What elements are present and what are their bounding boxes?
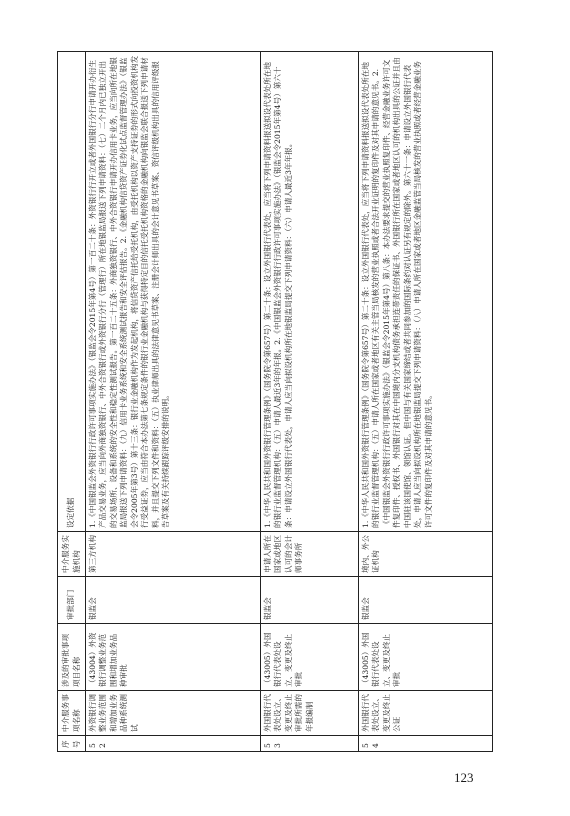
- cell-agency: 第三方机构: [86, 532, 261, 577]
- header-item: 中介服务事项名称: [58, 691, 86, 736]
- cell-dept: 银监会: [359, 577, 493, 624]
- cell-item: 外国银行代表处设立、变更及终止公证: [359, 691, 493, 736]
- cell-dept: 银监会: [261, 577, 359, 624]
- cell-approval: （43004）外资银行调整业务范围和增加业务品种审批: [86, 624, 261, 691]
- cell-no: 53: [261, 736, 359, 752]
- cell-approval: （43005）外国银行代表处设立、变更及终止审批: [261, 624, 359, 691]
- cell-item: 外国银行代表处设立、变更及终止审批所需的年报编制: [261, 691, 359, 736]
- cell-approval: （43005）外国银行代表处设立、变更及终止审批: [359, 624, 493, 691]
- table-row: [359, 52, 493, 752]
- table-header-row: [58, 52, 86, 752]
- header-agency: 中介服务实施机构: [58, 532, 86, 577]
- table-row: [261, 52, 359, 752]
- header-dept: 审批部门: [58, 577, 86, 624]
- cell-law: 1.《中华人民共和国外资银行管理条例》（国务院令第657号）第二十条：设立外国银行代表处，应当将下列申请资料报送拟设代表处所在地的银行业监督管理机构：（五）申请人所在国家或者地区有关主管当局核发的营业执照或者合法开业证明的复印件及对其申请的意见书。2.《中国银监会外资银行行政许可事项实施办法》（银监会令2015年第4号）第八条：本办法要求提交的营业执照复印件、经营金融业务许可文件复印件、授权书、外国银行对其在中国境内分支机构债务承担连带责任的保证书、外国银行所在国家或者地区认可的机构出具的公证并且由中国驻该国使馆、领馆认证。但中国与有关国家缔结或者共同参加的国际条约对认证另有规定的除外。第六十一条：申请设立外国银行代表处，申请人应当向拟设机构所在地银监局提交下列申请资料：（八）申请人所在国家或者地区金融监管当局核发的营业执照或者经营金融业务许可文件的复印件及对其申请的意见书。: [359, 52, 493, 532]
- header-no: 序号: [58, 736, 86, 752]
- cell-agency: 境内、外公证机构: [359, 532, 493, 577]
- table-row: [86, 52, 261, 752]
- cell-no: 54: [359, 736, 493, 752]
- regulation-table: [57, 51, 493, 752]
- page-number: 123: [454, 770, 474, 785]
- cell-law: 1.《中国银监会外资银行行政许可事项实施办法》（银监会令2015年第4号）第一百二十条：外资银行行开立或者外国银行分行申请开办衍生产品交易业务，应当向外商独资银行、中外合资银行或外资银行分行（管理行）所在地银监局报送下列申请资料：（七）二个月内已独立开出的交易场所、设备和系统的安全性和稳定性测试报告。第一百二十五条：外商独资银行、中外合资银行申请开办信用卡业务，应当向所在地银监局报送下列申请资料：（九）信用卡业务系统和安全系统测试报告和安全评估报告。2.《金融机构信贷资产证券化试点监督管理办法》（银监会令2005年第3号）第十三条：银行业金融机构作为发起机构，将信贷资产信托给受托机构，由受托机构以资产支持证券的形式向投资机构发行受益证券，应当由符合本办法第七条规定条件的银行业金融机构与获得特定目的信托受托机构资格的金融机构向银监会联合报送下列申请材料，并且提交下列文件和资料：（五）执业律师出具的法律意见书草案、注册会计师出具的会计意见书草案、资信评级机构出具的信用评级报告草案及有关持续跟踪评级安排的说明。: [86, 52, 261, 532]
- cell-agency: 申请人所在国家或地区认可的会计师事务所: [261, 532, 359, 577]
- rotated-table-container: [57, 52, 492, 752]
- cell-item: 外资银行调整业务范围和增加业务品种系统测试: [86, 691, 261, 736]
- header-law: 设定依据: [58, 52, 86, 532]
- cell-law: 1.《中华人民共和国外资银行管理条例》（国务院令第657号）第二十条：设立外国银行代表处，应当将下列申请资料报送拟设代表处所在地的银行业监督管理机构：（五）申请人最近3年的年报。2.《中国银监会外资银行行政许可事项实施办法》（银监会令2015年第4号）第六十条：申请设立外国银行代表处，申请人应当向拟设机构所在地银监局提交下列申请资料：（六）申请人最近3年年报。: [261, 52, 359, 532]
- header-approval: 涉及的审批事项项目名称: [58, 624, 86, 691]
- cell-dept: 银监会: [86, 577, 261, 624]
- cell-no: 52: [86, 736, 261, 752]
